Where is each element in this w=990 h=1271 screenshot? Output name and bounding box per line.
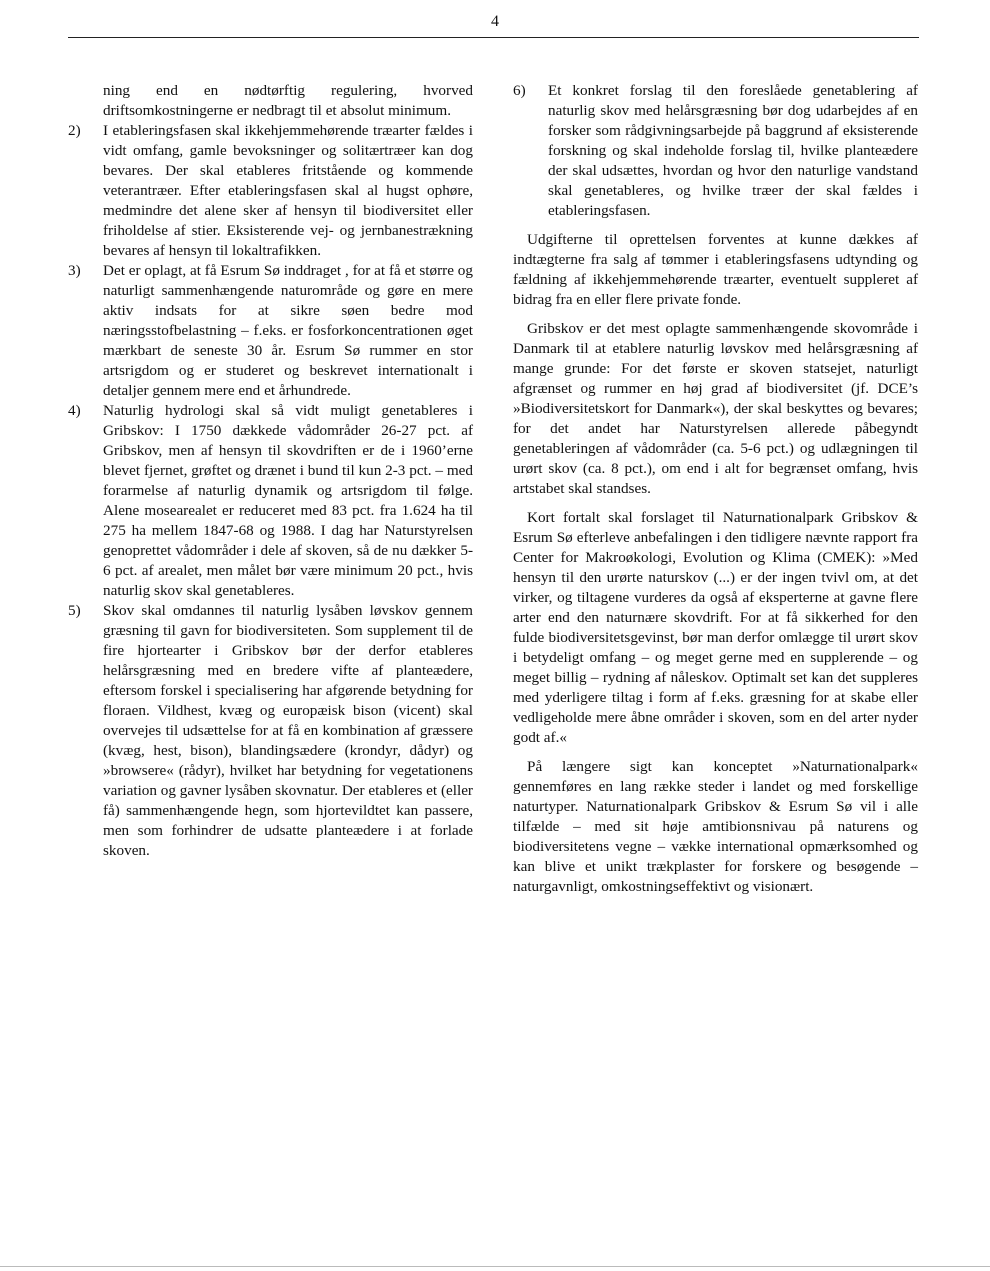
list-item-number: 3) <box>68 262 81 279</box>
list-item-number: 2) <box>68 122 81 139</box>
list-item <box>68 261 473 401</box>
body-paragraph: Gribskov er det mest oplagte sammenhængende skovområde i Danmark til at etablere naturlig løvskov med helårsgræsning af mange grunde: For det første er skoven statsejet, naturligt afgrænset og rummer en høj grad af biodiversitet (jf. DCE’s »Biodiversitetskort for Danmark«), der skal beskyttes og bevares; for det andet har Naturstyrelsen allerede påbegyndt genetableringen af vådområder (ca. 5-6 pct.) og udlægningen til urørt skov (ca. 8 pct.), om end i alt for begrænset omfang, hvis artstabet skal standses. <box>513 320 918 497</box>
list-item-text: Skov skal omdannes til naturlig lysåben løvskov gennem græsning til gavn for biodiversiteten. Som supplement til de fire hjortearter i Gribskov bør der derfor etableres helårsgræsning med en bredere vifte af planteædere, eftersom forskel i specialisering har afgørende betydning for floraen. Vildhest, kvæg og europæisk bison (vicent) skal overvejes til udsættelse for at få en kombination af græssere (kvæg, hest, bison), blandingsædere (krondyr, dådyr) og »browsere« (rådyr), hvilket har betydning for vegetationens variation og gavner lysåben skovnatur. Der etableres et (eller få) sammenhængende hegn, som hjortevildtet kan passere, men som forhindrer de udsatte planteædere i at forlade skoven. <box>103 602 473 859</box>
body-paragraph: Kort fortalt skal forslaget til Naturnationalpark Gribskov & Esrum Sø efterleve anbefalingen i den tidligere nævnte rapport fra Center for Makroøkologi, Evolution og Klima (CMEK): »Med hensyn til den urørte naturskov (...) er der ingen tvivl om, at det virker, og tiltagene vurderes da også af eksperterne at gavne flere arter end den naturnære skovdrift. For at få sikkerhed for den fulde biodiversitetsgevinst, bør man derfor omlægge til urørt skov i betydeligt omfang – og meget gerne med en supplerende – og meget billig – rydning af nåleskov. Optimalt set kan det suppleres med yderligere tiltag i form af f.eks. græsning for at skabe eller vedligeholde mere åbne områder i skoven, som en del arter nyder godt af.« <box>513 509 918 746</box>
list-item-text: Naturlig hydrologi skal så vidt muligt genetableres i Gribskov: I 1750 dækkede vådområder 26-27 pct. af Gribskov, men af hensyn til skovdriften er de i 1960’erne blevet fjernet, grøftet og drænet i bund til kun 2-3 pct. – med forarmelse af naturlig dynamik og artsrigdom til følge. Alene mosearealet er reduceret med 83 pct. fra 1.624 ha til 275 ha mellem 1847-68 og 1988. I dag har Naturstyrelsen genoprettet vådområder i dele af skoven, så de nu dækker 5-6 pct. af arealet, men målet bør være minimum 20 pct., hvis naturlig skov skal genetableres. <box>103 402 473 599</box>
list-item-text: I etableringsfasen skal ikkehjemmehørende træarter fældes i vidt omfang, gamle bevoksninger og solitærtræer kan dog bevares. Der skal etableres fritstående og kommende veterantræer. Efter etableringsfasen skal al hugst ophøre, medmindre det alene sker af hensyn til biodiversitet eller friholdelse af stier. Eksisterende vej- og jernbanestrækning bevares af hensyn til lokaltrafikken. <box>103 122 473 259</box>
body-paragraph: Udgifterne til oprettelsen forventes at kunne dækkes af indtægterne fra salg af tømmer i etableringsfasens udtynding og fældning af ikkehjemmehørende træarter, eventuelt suppleret af bidrag fra en eller flere private fonde. <box>513 231 918 308</box>
list-item <box>68 401 473 601</box>
right-column <box>513 81 918 897</box>
left-column <box>68 81 473 861</box>
list-item-text: Det er oplagt, at få Esrum Sø inddraget , for at få et større og naturligt sammenhængende naturområde og gøre en mere aktiv indsats for at sikre søen bedre mod næringsstofbelastning – f.eks. er fosforkoncentrationen øget mærkbart de seneste 30 år. Esrum Sø rummer en stor artsrigdom og er studeret og beskrevet internationalt i detaljer gennem mere end et århundrede. <box>103 262 473 399</box>
list-item-number: 5) <box>68 602 81 619</box>
list-item-text: ning end en nødtørftig regulering, hvorved driftsomkostningerne er nedbragt til et absolut minimum. <box>103 82 473 119</box>
list-item-number: 6) <box>513 82 526 99</box>
body-paragraph: På længere sigt kan konceptet »Naturnationalpark« gennemføres en lang række steder i landet og med forskellige naturtyper. Naturnationalpark Gribskov & Esrum Sø vil i alle tilfælde – med sit høje amtibionsnivau på naturens og biodiversitetens vegne – vække international opmærksomhed og kan blive et unikt trækplaster for forskere og besøgende – naturgavnligt, omkostningseffektivt og visionært. <box>513 758 918 895</box>
page-bottom-edge <box>0 1266 990 1267</box>
page-number: 4 <box>491 13 499 30</box>
list-item <box>68 601 473 861</box>
list-item <box>68 121 473 261</box>
list-item-text: Et konkret forslag til den foreslåede genetablering af naturlig skov med helårsgræsning bør dog udarbejdes af en forsker som rådgivningsarbejde på baggrund af eksisterende forskning og skal indeholde forslag til, hvilke planteædere der skal udsættes, hvordan og hvor den naturlige vandstand skal genetableres, og hvilke træer der skal fældes i etableringsfasen. <box>548 82 918 219</box>
list-item-number: 4) <box>68 402 81 419</box>
list-item <box>68 81 473 121</box>
list-item <box>513 81 918 221</box>
header-rule <box>68 37 919 38</box>
